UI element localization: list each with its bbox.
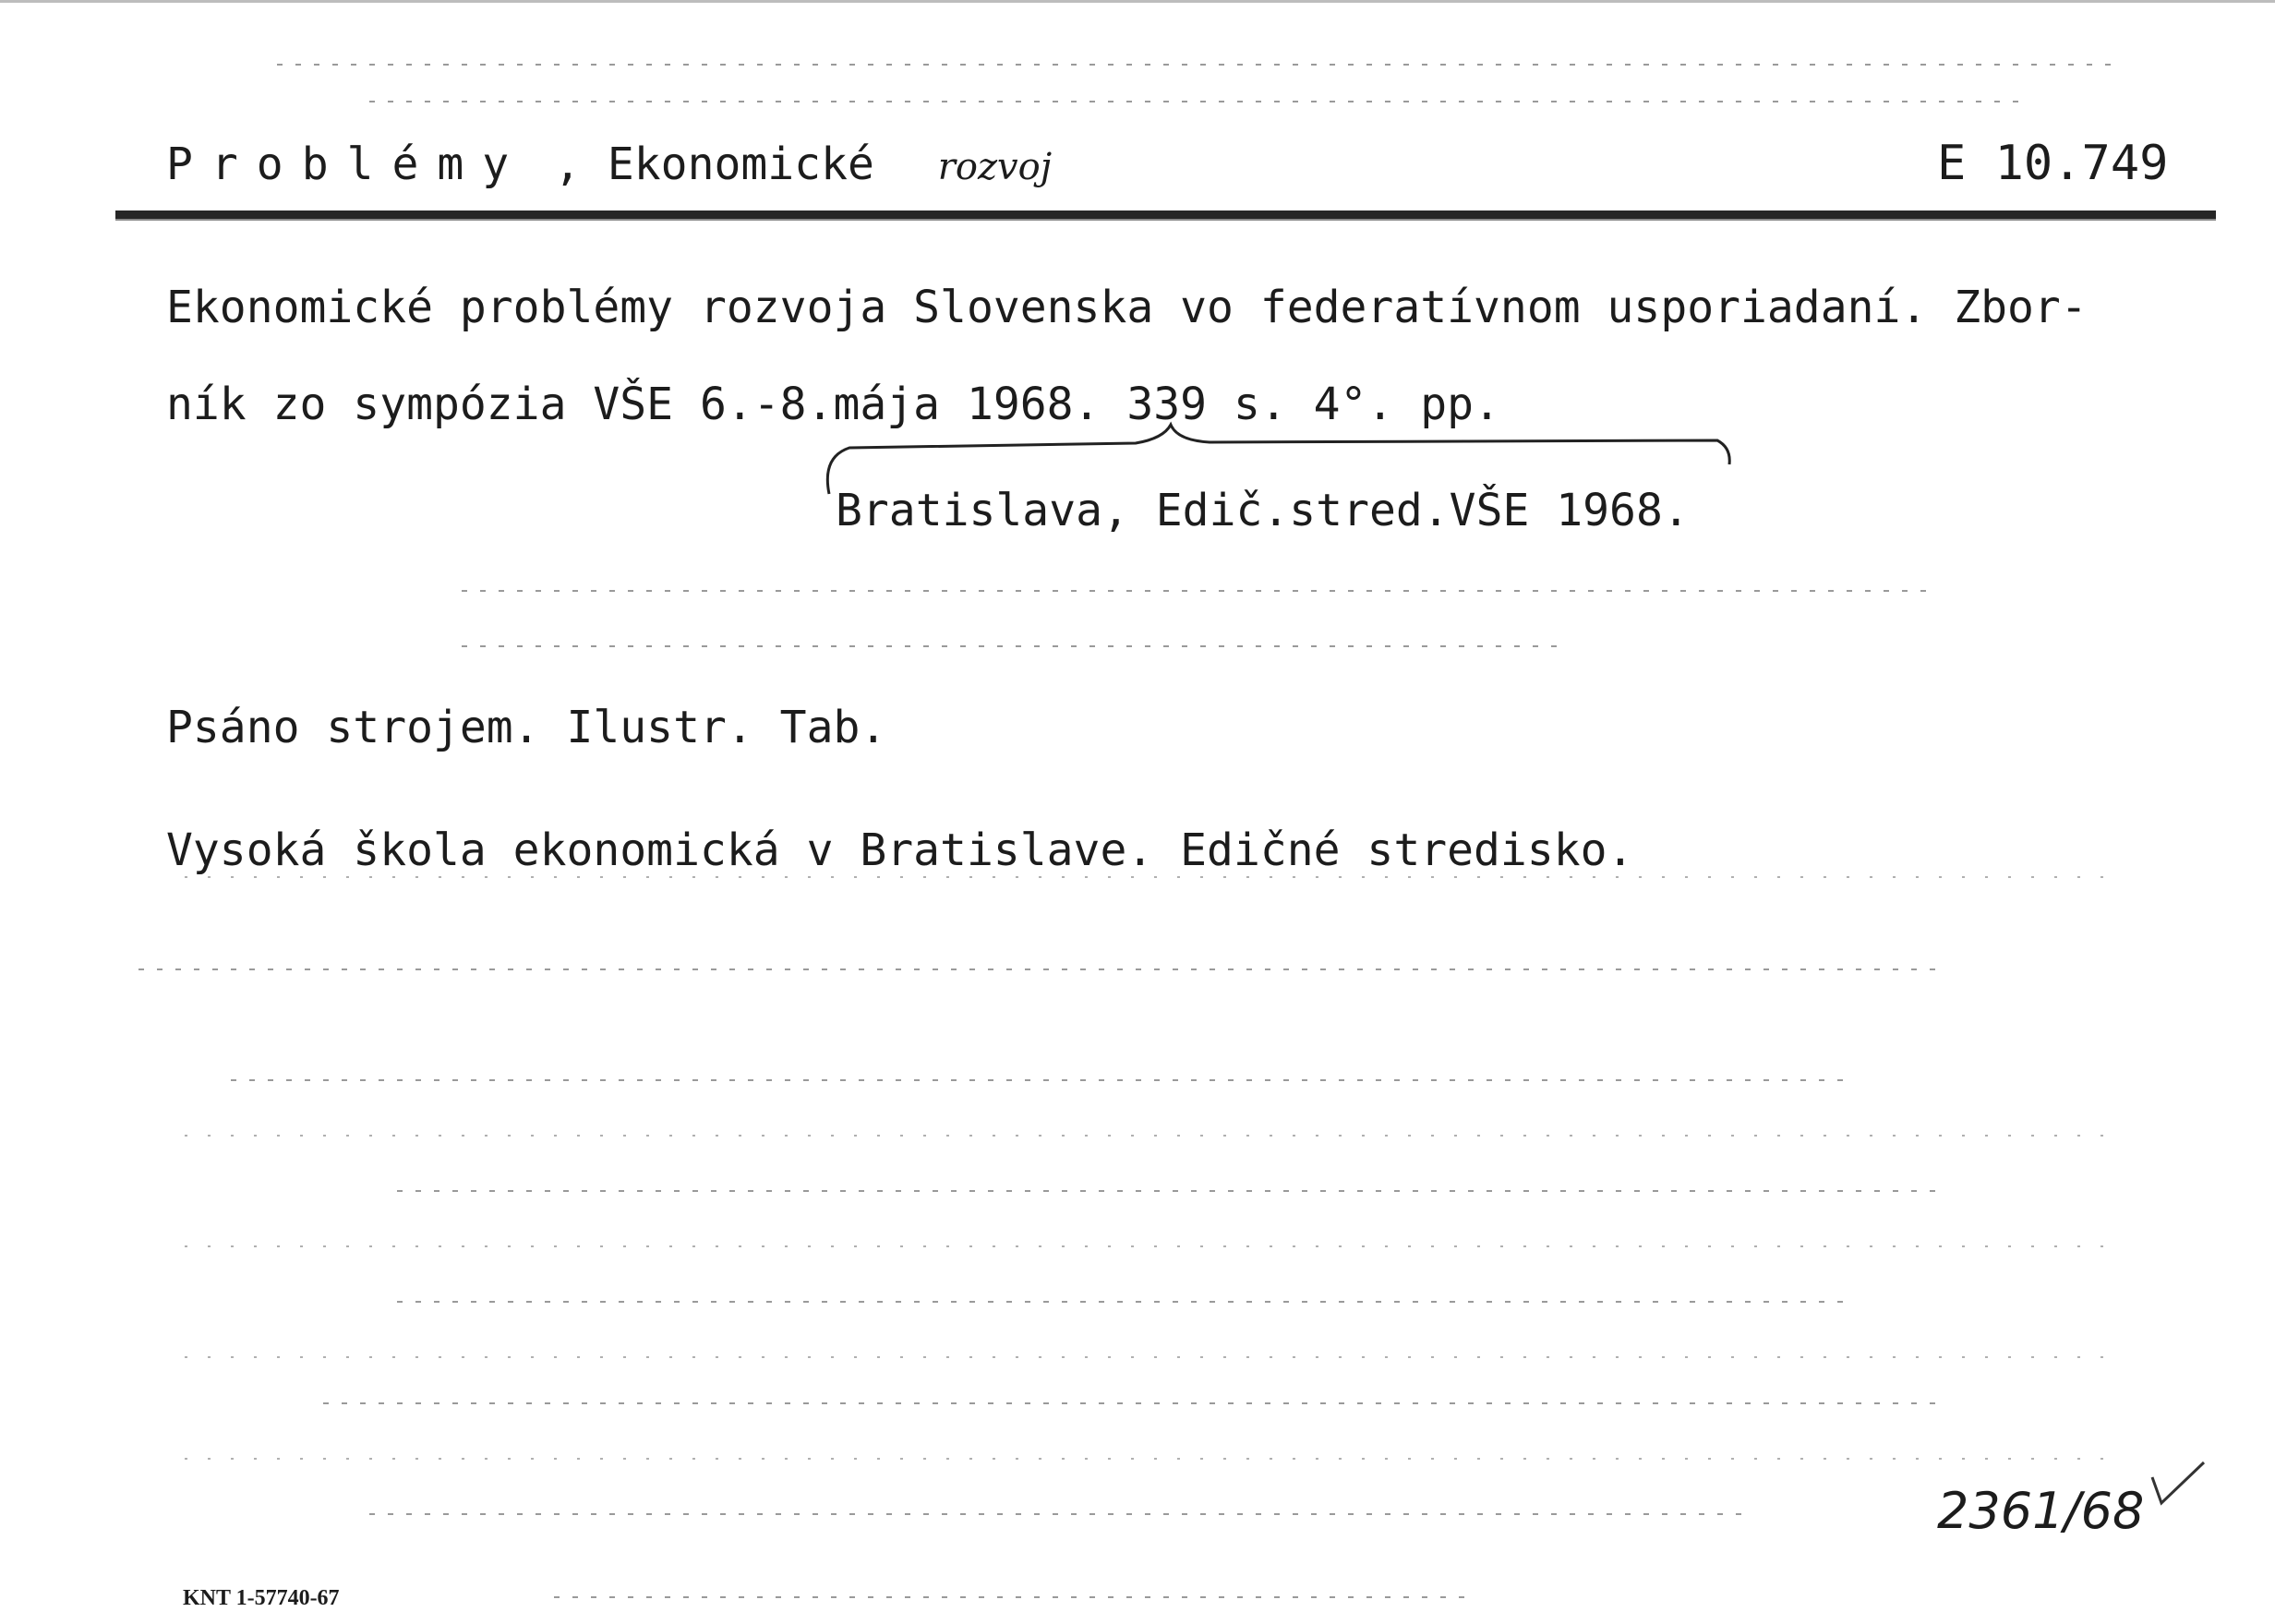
heading-subterm: , Ekonomické bbox=[527, 138, 874, 190]
check-mark bbox=[2147, 1459, 2211, 1514]
imprint-line: Bratislava, Edič.stred.VŠE 1968. bbox=[836, 485, 1690, 536]
note-line: Psáno strojem. Ilustr. Tab. bbox=[166, 702, 887, 753]
heading-handwritten-annotation: rozvoj bbox=[937, 146, 1053, 188]
heading-term: Problémy bbox=[166, 138, 528, 190]
accession-number: 2361/68 bbox=[1937, 1482, 2145, 1540]
title-line-1: Ekonomické problémy rozvoja Slovenska vo federatívnom usporiadaní. Zbor- bbox=[166, 282, 2088, 333]
corporate-author-line: Vysoká škola ekonomická v Bratislave. Edičné stredisko. bbox=[166, 824, 1634, 876]
heading-rule bbox=[115, 211, 2216, 221]
call-number: E 10.749 bbox=[1937, 136, 2169, 191]
card-top-edge bbox=[0, 0, 2275, 3]
printer-mark: KNT 1-57740-67 bbox=[183, 1586, 340, 1610]
card-heading bbox=[166, 138, 1052, 190]
title-line-2: ník zo sympózia VŠE 6.-8.mája 1968. 339 s. 4°. pp. bbox=[166, 379, 1500, 430]
